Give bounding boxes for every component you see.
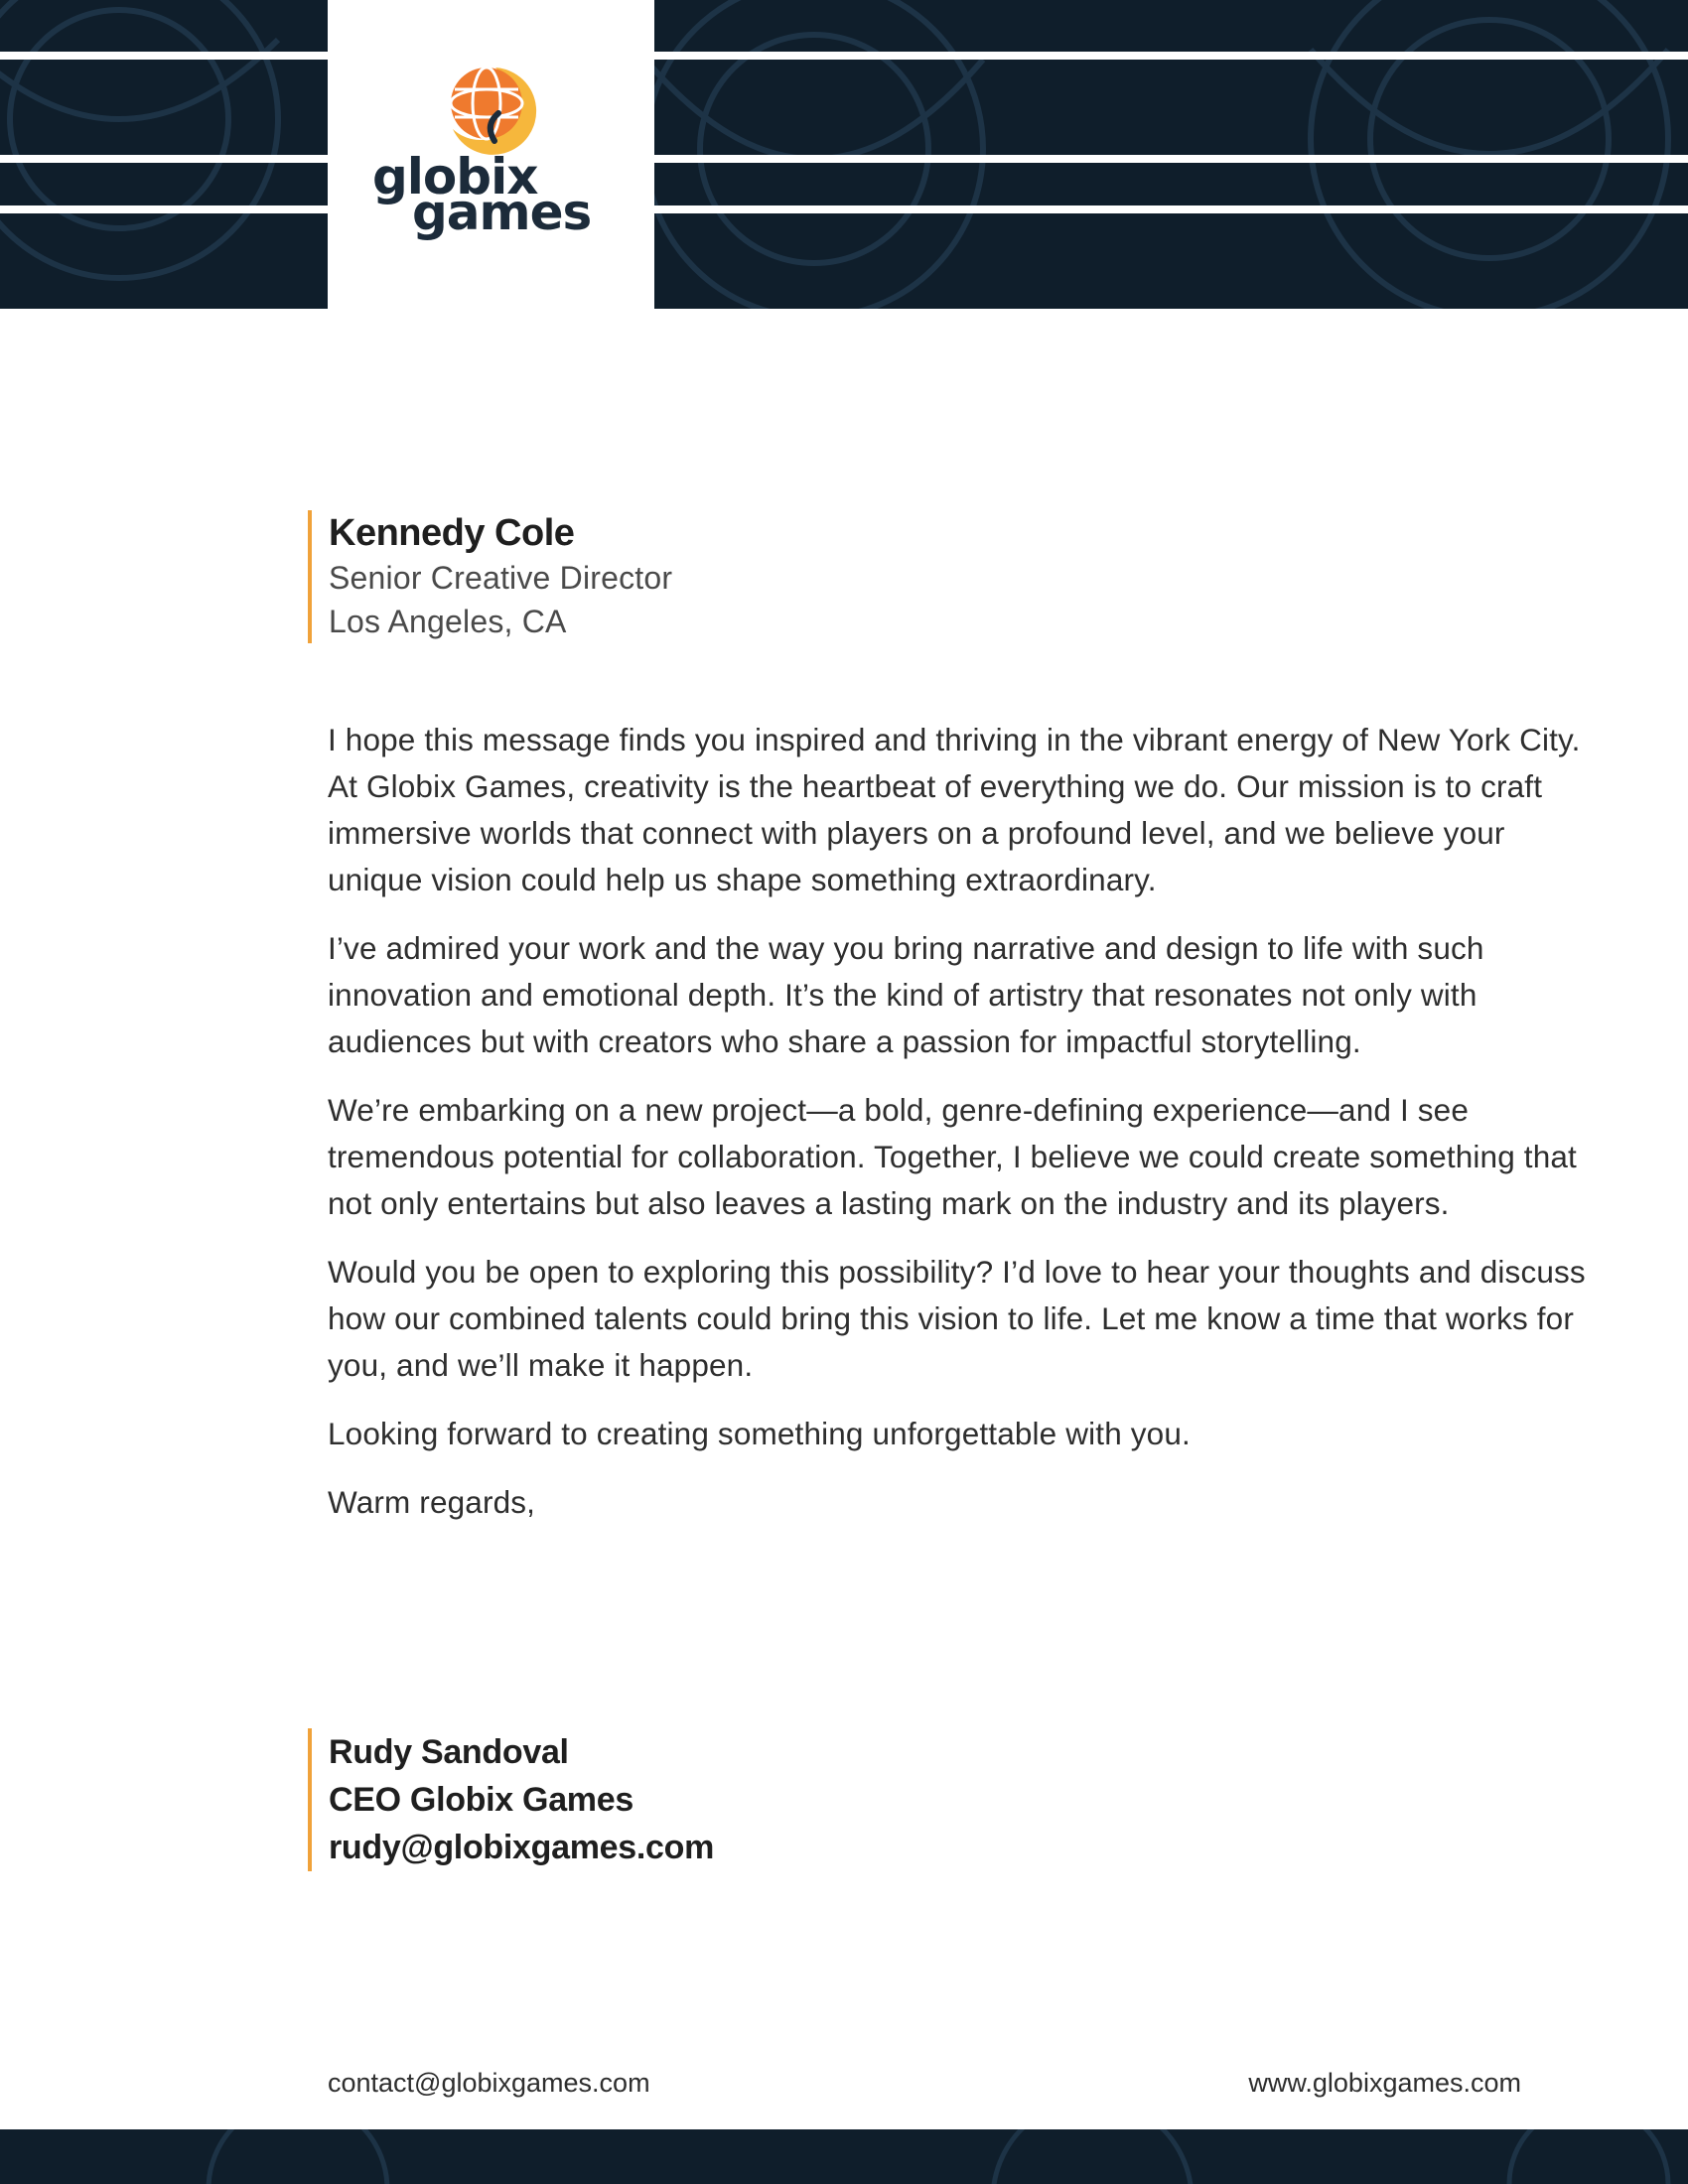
logo-panel xyxy=(328,0,654,309)
signature-email-link[interactable]: rudy@globixgames.com xyxy=(329,1829,715,1866)
paragraph: I hope this message finds you inspired and thriving in the vibrant energy of New York City. At Globix Games, creativity is the heartbeat of everything we do. Our mission is to craft immersive worlds that connect with players on a profound level, and we believe your unique vision could help us shape something extraordinary. xyxy=(328,722,1581,897)
header-banner xyxy=(0,0,1688,309)
recipient-block xyxy=(308,510,1123,643)
header-stripe xyxy=(0,52,1688,60)
paragraph: Would you be open to exploring this possibility? I’d love to hear your thoughts and discuss how our combined talents could bring this vision to life. Let me know a time that works for you, and we’ll make it happen. xyxy=(328,1254,1586,1383)
recipient-name: Kennedy Cole xyxy=(329,512,575,554)
signature-title: CEO Globix Games xyxy=(329,1781,633,1819)
footer-pattern xyxy=(0,2129,1688,2184)
logo-line-1: globix xyxy=(372,148,538,205)
recipient-location: Los Angeles, CA xyxy=(329,604,567,639)
logo-line-2: games xyxy=(412,184,592,241)
recipient-title: Senior Creative Director xyxy=(329,560,673,596)
footer-email-link[interactable]: contact@globixgames.com xyxy=(328,2068,650,2098)
header-stripe xyxy=(0,205,1688,213)
signature-name: Rudy Sandoval xyxy=(329,1733,569,1771)
globe-icon xyxy=(441,60,540,159)
footer-website-link[interactable]: www.globixgames.com xyxy=(1248,2068,1521,2098)
footer-banner xyxy=(0,2129,1688,2184)
paragraph: We’re embarking on a new project—a bold, genre-defining experience—and I see tremendous potential for collaboration. Together, I believe we could create something that not only entertains but also leaves a lasting mark on the industry and its players. xyxy=(328,1092,1577,1221)
paragraph: I’ve admired your work and the way you bring narrative and design to life with such innovation and emotional depth. It’s the kind of artistry that resonates not only with audiences but with creators who share a passion for impactful storytelling. xyxy=(328,930,1484,1059)
letter-body xyxy=(328,717,1589,1548)
paragraph: Looking forward to creating something unforgettable with you. xyxy=(328,1416,1191,1451)
signature-block xyxy=(308,1728,924,1871)
closing: Warm regards, xyxy=(328,1484,536,1520)
logo-wordmark xyxy=(372,148,611,241)
header-stripe xyxy=(0,155,1688,163)
